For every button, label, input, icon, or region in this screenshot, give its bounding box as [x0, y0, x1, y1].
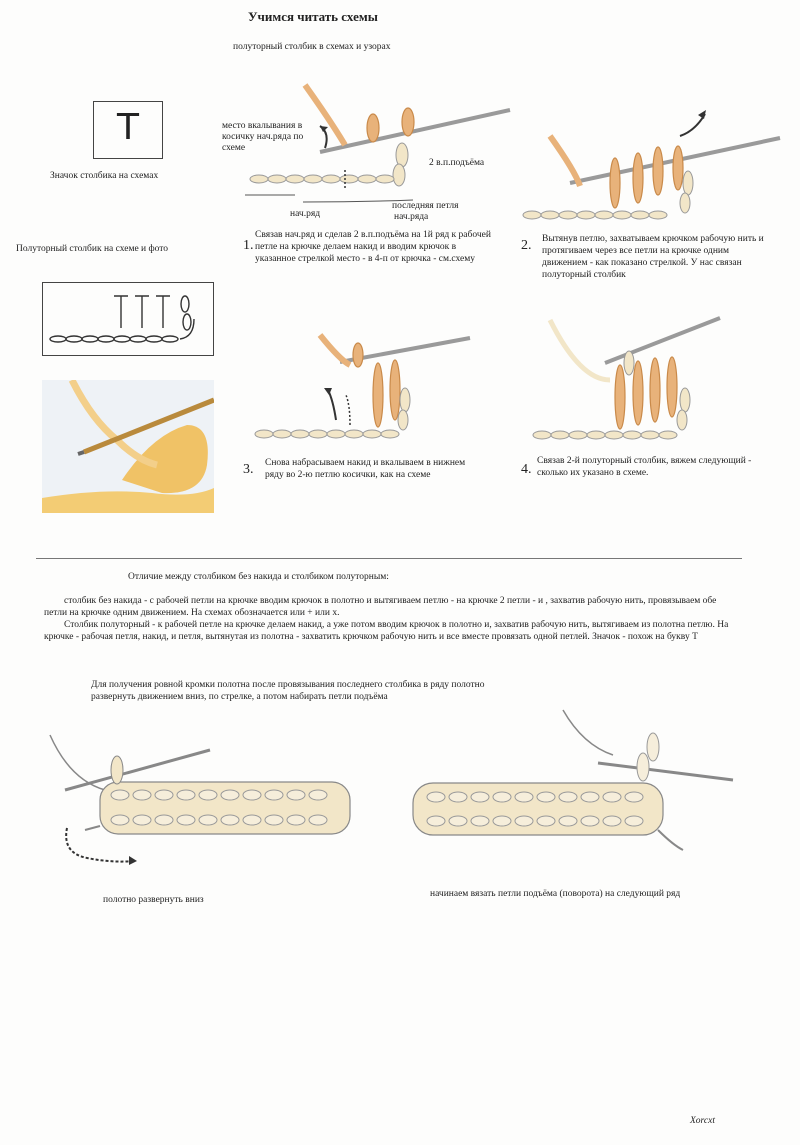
- stitch-symbol-icon: T: [117, 107, 139, 148]
- symbol-box: [93, 101, 163, 159]
- step3-text-line: ряду во 2-ю петлю косички, как на схеме: [265, 470, 431, 480]
- step2-number: 2.: [521, 238, 532, 253]
- edge-text-line: развернуть движением вниз, по стрелке, а потом набирать петли подъёма: [91, 692, 388, 702]
- step4-text-line: сколько их указано в схеме.: [537, 468, 649, 478]
- step3-illustration-icon: [250, 330, 470, 450]
- step1-text-line: указанное стрелкой место - в 4-п от крючка - см.схему: [255, 254, 475, 264]
- step4-text: [537, 455, 751, 479]
- step4-illustration-icon: [530, 315, 780, 450]
- step1-text-line: Связав нач.ряд и сделав 2 в.п.подъёма на 1й ряд к рабочей: [255, 230, 491, 240]
- difference-line: петли на крючке одним движением. На схемах обозначается или + или х.: [44, 608, 340, 618]
- step2-text-line: полуторный столбик: [542, 270, 626, 280]
- insert-point-label-line: схеме: [222, 143, 246, 153]
- scheme-photo-label: Полуторный столбик на схеме и фото: [16, 244, 169, 254]
- step4-number: 4.: [521, 462, 532, 477]
- left-caption: полотно развернуть вниз: [103, 895, 204, 905]
- last-loop-label-line: нач.ряда: [394, 212, 429, 222]
- page-title: Учимся читать схемы: [248, 9, 378, 24]
- step2-text: [542, 233, 764, 281]
- chain-label: 2 в.п.подъёма: [429, 158, 485, 168]
- step2-illustration-icon: [520, 108, 780, 228]
- scheme-diagram-icon: [42, 282, 212, 354]
- insert-point-label-line: косичку нач.ряда по: [222, 132, 304, 142]
- fabric-turn-down-icon: [45, 730, 365, 880]
- last-loop-label: [392, 201, 458, 223]
- signature: Xorcxt: [690, 1116, 715, 1126]
- step2-text-line: движением - как показано стрелкой. У нас связан: [542, 258, 742, 268]
- difference-line: Столбик полуторный - к рабочей петле на крючке делаем накид, а уже потом вводим крючок в полотно и, захватив рабочую нить, вытягиваем из полотна петлю. На: [64, 620, 729, 630]
- step2-text-line: протягиваем через все петли на крючке одним: [542, 246, 730, 256]
- step1-text-line: петле на крючке делаем накид и вводим крючок в: [255, 242, 457, 252]
- edge-text: [91, 679, 484, 703]
- step1-number: 1.: [243, 238, 254, 253]
- step3-text-line: Снова набрасываем накид и вкалываем в нижнем: [265, 458, 466, 468]
- fabric-turning-chain-icon: [408, 705, 738, 865]
- difference-heading: Отличие между столбиком без накида и столбиком полуторным:: [128, 572, 389, 582]
- difference-line: столбик без накида - с рабочей петли на крючке вводим крючок в полотно и вытягиваем петлю - на крючке 2 петли - и , захватив рабочую нить, провязываем обе: [64, 596, 717, 606]
- difference-paragraph-2: [44, 619, 728, 643]
- right-caption: начинаем вязать петли подъёма (поворота) на следующий ряд: [430, 889, 681, 899]
- difference-paragraph-1: [44, 595, 716, 619]
- step3-text: [265, 457, 465, 481]
- step3-number: 3.: [243, 462, 254, 477]
- step4-text-line: Связав 2-й полуторный столбик, вяжем следующий -: [537, 456, 752, 466]
- insert-point-label: [222, 121, 303, 154]
- difference-line: крючке - рабочая петля, накид, и петля, вытянутая из полотна - захватить крючком рабочую нить и все вместе провязать одной петлей. Значок - похож на букву Т: [44, 632, 698, 642]
- start-row-label: нач.ряд: [290, 209, 321, 219]
- crochet-photo: [42, 380, 214, 513]
- step1-text: [255, 229, 491, 265]
- insert-point-label-line: место вкалывания в: [222, 121, 303, 131]
- symbol-label: Значок столбика на схемах: [50, 171, 159, 181]
- photo-yarn-icon: [42, 380, 214, 513]
- edge-text-line: Для получения ровной кромки полотна после провязывания последнего столбика в ряду полотно: [91, 680, 485, 690]
- section-divider: [36, 558, 742, 559]
- last-loop-label-line: последняя петля: [392, 201, 459, 211]
- page-subtitle: полуторный столбик в схемах и узорах: [233, 42, 391, 52]
- step2-text-line: Вытянув петлю, захватываем крючком рабочую нить и: [542, 234, 764, 244]
